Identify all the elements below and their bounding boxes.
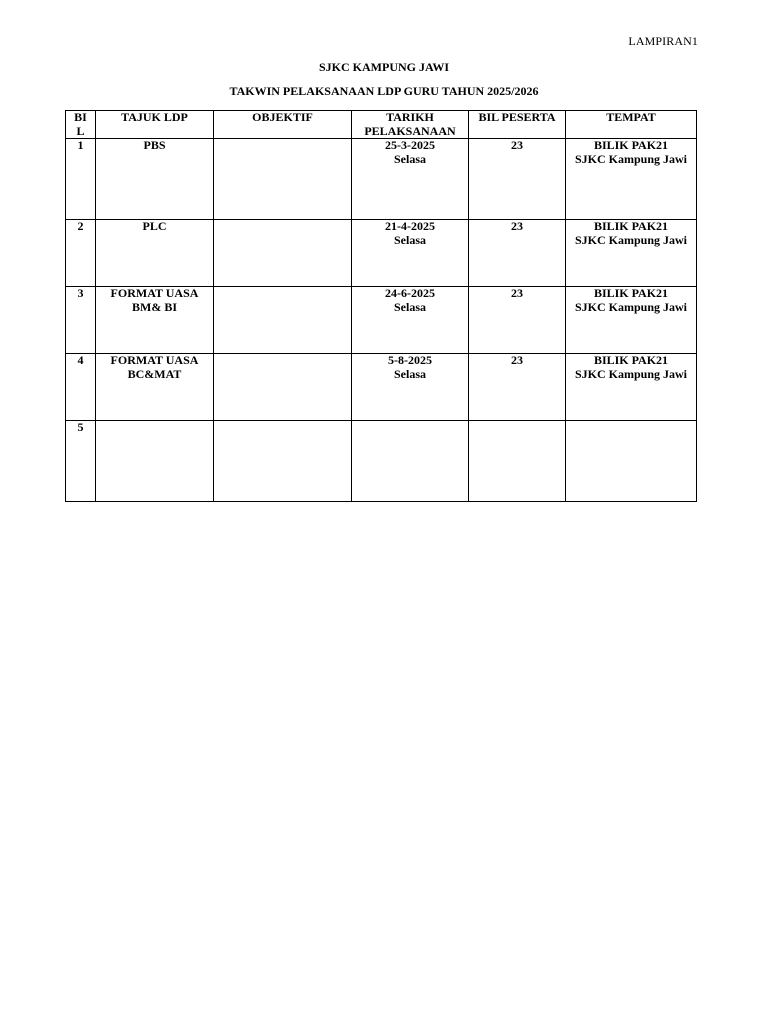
cell-tarikh-date: 25-3-2025: [385, 138, 435, 152]
cell-tajuk: [96, 139, 214, 220]
cell-tarikh-day: Selasa: [393, 232, 426, 247]
table-row: [66, 354, 697, 421]
cell-tempat: [566, 139, 697, 220]
cell-tajuk-line1: PLC: [142, 219, 167, 233]
cell-tarikh: [352, 139, 469, 220]
cell-objektif: [214, 354, 352, 421]
attachment-label: LAMPIRAN1: [628, 34, 698, 48]
document-title: TAKWIN PELAKSANAAN LDP GURU TAHUN 2025/2026: [229, 84, 539, 98]
cell-objektif: [214, 287, 352, 354]
column-header-tarikh: [352, 111, 469, 139]
column-header-objektif: OBJEKTIF: [214, 111, 352, 139]
column-header-tempat: TEMPAT: [566, 111, 697, 139]
cell-bil: 4: [66, 354, 96, 421]
cell-peserta: 23: [469, 354, 566, 421]
cell-peserta: 23: [469, 139, 566, 220]
cell-tempat-line2: SJKC Kampung Jawi: [574, 366, 688, 381]
column-header-tarikh-line2: PELAKSANAAN: [364, 123, 456, 138]
table-row: [66, 139, 697, 220]
cell-tajuk-line2: BM& BI: [132, 299, 177, 314]
cell-objektif: [214, 421, 352, 502]
cell-tempat-line2: SJKC Kampung Jawi: [574, 232, 688, 247]
table-row: [66, 421, 697, 502]
school-name: SJKC KAMPUNG JAWI: [318, 60, 449, 74]
cell-tarikh: [352, 220, 469, 287]
cell-tajuk: [96, 287, 214, 354]
cell-tempat: [566, 220, 697, 287]
cell-tempat-line1: BILIK PAK21: [593, 138, 669, 152]
table-row: [66, 287, 697, 354]
cell-peserta: 23: [469, 287, 566, 354]
cell-tarikh: [352, 421, 469, 502]
table-row: [66, 220, 697, 287]
cell-tajuk: [96, 421, 214, 502]
cell-tempat-line1: BILIK PAK21: [593, 219, 669, 233]
cell-objektif: [214, 220, 352, 287]
cell-tarikh: [352, 354, 469, 421]
cell-tempat: [566, 354, 697, 421]
cell-peserta: [469, 421, 566, 502]
cell-tajuk: [96, 220, 214, 287]
cell-tarikh-day: Selasa: [393, 366, 426, 381]
cell-tempat-line1: BILIK PAK21: [593, 286, 669, 300]
cell-tarikh-date: 21-4-2025: [385, 219, 435, 233]
cell-tempat: [566, 421, 697, 502]
cell-tempat-line1: BILIK PAK21: [593, 353, 669, 367]
cell-tarikh: [352, 287, 469, 354]
column-header-tajuk: TAJUK LDP: [96, 111, 214, 139]
column-header-bil-line1: BI: [74, 110, 87, 124]
cell-tarikh-day: Selasa: [393, 299, 426, 314]
column-header-peserta: BIL PESERTA: [469, 111, 566, 139]
cell-tajuk-line1: FORMAT UASA: [110, 286, 199, 300]
cell-objektif: [214, 139, 352, 220]
table-header-row: [66, 111, 697, 139]
cell-bil: 3: [66, 287, 96, 354]
cell-tajuk: [96, 354, 214, 421]
cell-tajuk-line2: BC&MAT: [127, 366, 182, 381]
column-header-bil-line2: L: [76, 123, 85, 138]
cell-bil: 1: [66, 139, 96, 220]
cell-tajuk-line1: FORMAT UASA: [110, 353, 199, 367]
cell-tarikh-date: 24-6-2025: [385, 286, 435, 300]
cell-tempat-line2: SJKC Kampung Jawi: [574, 151, 688, 166]
cell-peserta: 23: [469, 220, 566, 287]
column-header-bil: [66, 111, 96, 139]
cell-tarikh-day: Selasa: [393, 151, 426, 166]
cell-tempat-line2: SJKC Kampung Jawi: [574, 299, 688, 314]
cell-tempat: [566, 287, 697, 354]
ldp-schedule-table: [65, 110, 697, 502]
cell-bil: 2: [66, 220, 96, 287]
cell-tajuk-line1: PBS: [143, 138, 166, 152]
column-header-tarikh-line1: TARIKH: [386, 110, 434, 124]
cell-bil: 5: [66, 421, 96, 502]
cell-tarikh-date: 5-8-2025: [388, 353, 432, 367]
